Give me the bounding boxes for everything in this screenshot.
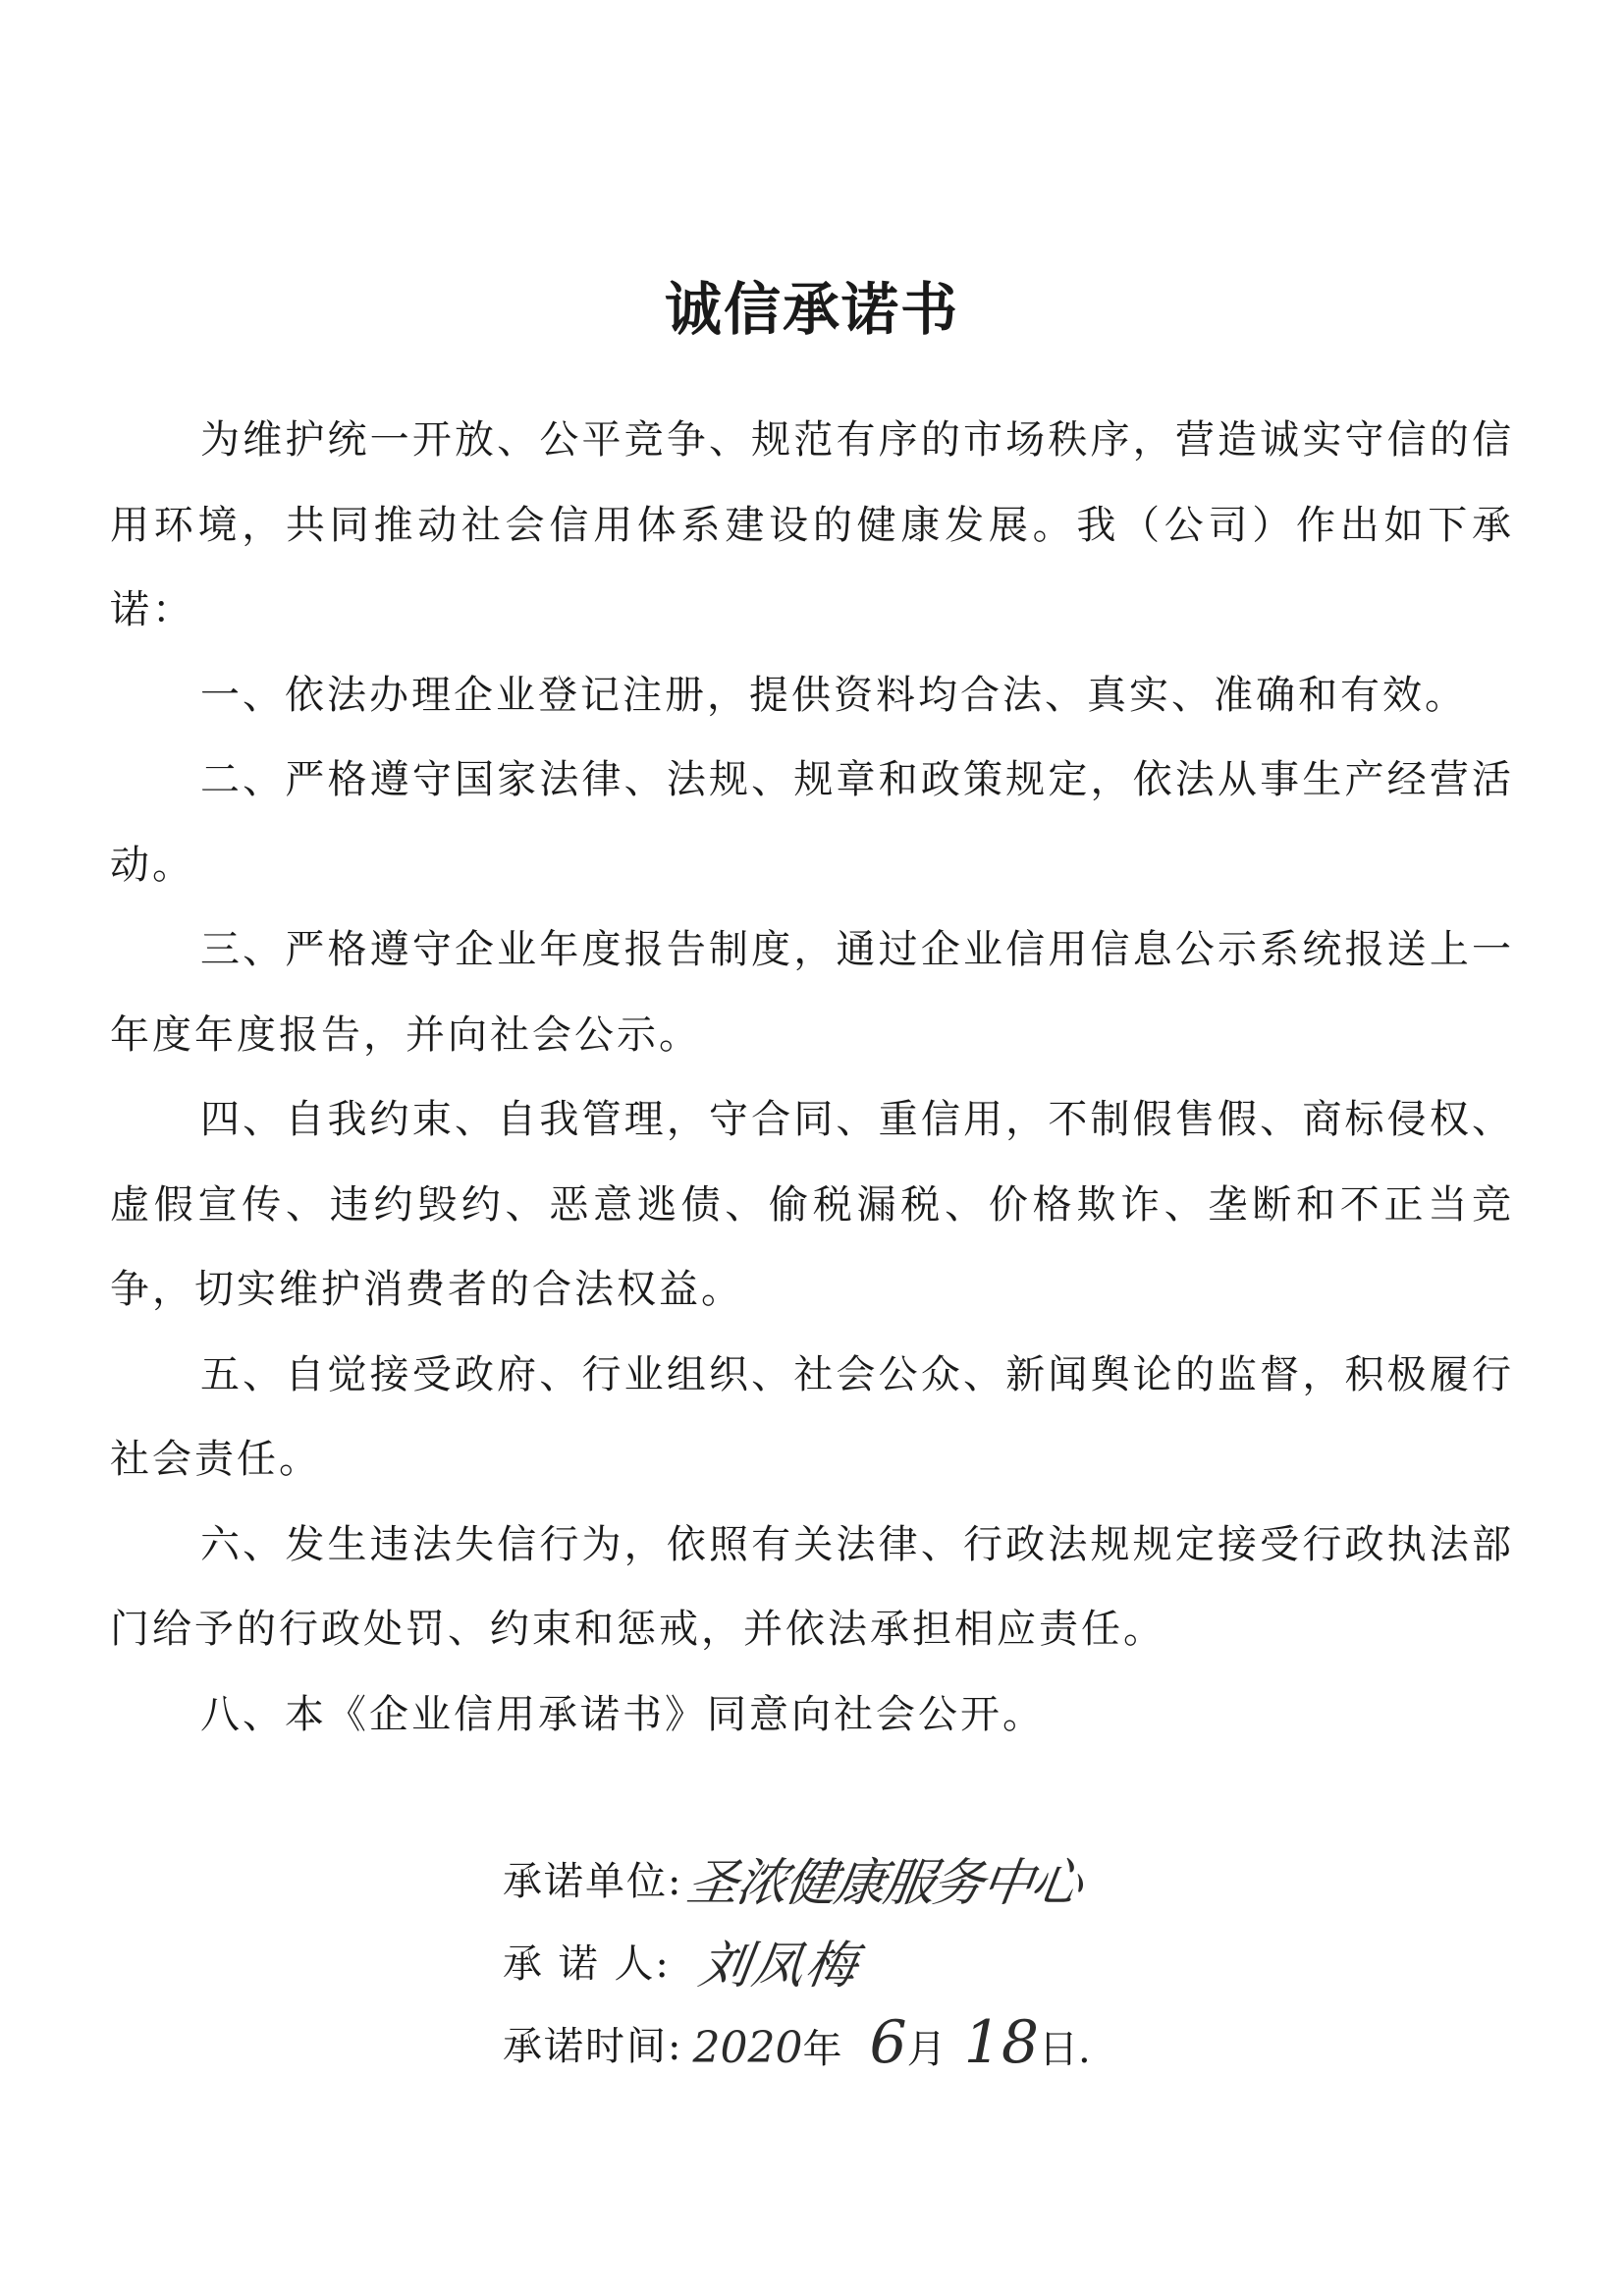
document-title: 诚信承诺书 bbox=[664, 276, 959, 343]
date-day-char: 日. bbox=[1039, 2027, 1091, 2072]
signature-date-row bbox=[503, 2001, 1386, 2084]
person-handwritten-signature: 刘凤梅 bbox=[694, 1936, 863, 1995]
paragraph-item-6: 六、发生违法失信行为，依照有关法律、行政法规规定接受行政执法部门给予的行政处罚、约束和惩戒，并依法承担相应责任。 bbox=[110, 1521, 1514, 1652]
date-month-handwritten: 6 bbox=[869, 2008, 907, 2077]
paragraph-intro: 为维护统一开放、公平竞争、规范有序的市场秩序，营造诚实守信的信用环境，共同推动社会信用体系建设的健康发展。我（公司）作出如下承诺： bbox=[110, 417, 1514, 632]
paragraph-item-8: 八、本《企业信用承诺书》同意向社会公开。 bbox=[200, 1691, 1045, 1737]
signature-block bbox=[503, 1836, 1386, 2084]
date-month-char: 月 bbox=[906, 2027, 947, 2072]
person-label: 承 诺 人: bbox=[503, 1941, 671, 1987]
signature-person-row bbox=[503, 1919, 1386, 2001]
date-label: 承诺时间: bbox=[503, 2023, 683, 2069]
date-year-char: 年 bbox=[802, 2027, 842, 2072]
paragraph-item-2: 二、严格遵守国家法律、法规、规章和政策规定，依法从事生产经营活动。 bbox=[110, 757, 1514, 888]
paragraph-item-3: 三、严格遵守企业年度报告制度，通过企业信用信息公示系统报送上一年度年度报告，并向社会公示。 bbox=[110, 927, 1514, 1058]
date-year-handwritten: 2020 bbox=[692, 2023, 803, 2073]
date-day-handwritten: 18 bbox=[963, 2008, 1040, 2077]
signature-unit-row bbox=[503, 1836, 1386, 1919]
document-body bbox=[110, 398, 1514, 1757]
unit-handwritten-value: 圣浓健康服务中心 bbox=[683, 1853, 1085, 1913]
paragraph-item-4: 四、自我约束、自我管理，守合同、重信用，不制假售假、商标侵权、虚假宣传、违约毁约、恶意逃债、偷税漏税、价格欺诈、垄断和不正当竞争，切实维护消费者的合法权益。 bbox=[110, 1097, 1514, 1312]
paragraph-item-1: 一、依法办理企业登记注册，提供资料均合法、真实、准确和有效。 bbox=[200, 672, 1467, 718]
unit-label: 承诺单位: bbox=[503, 1858, 683, 1904]
paragraph-item-5: 五、自觉接受政府、行业组织、社会公众、新闻舆论的监督，积极履行社会责任。 bbox=[110, 1351, 1514, 1482]
date-value bbox=[682, 2008, 1090, 2077]
